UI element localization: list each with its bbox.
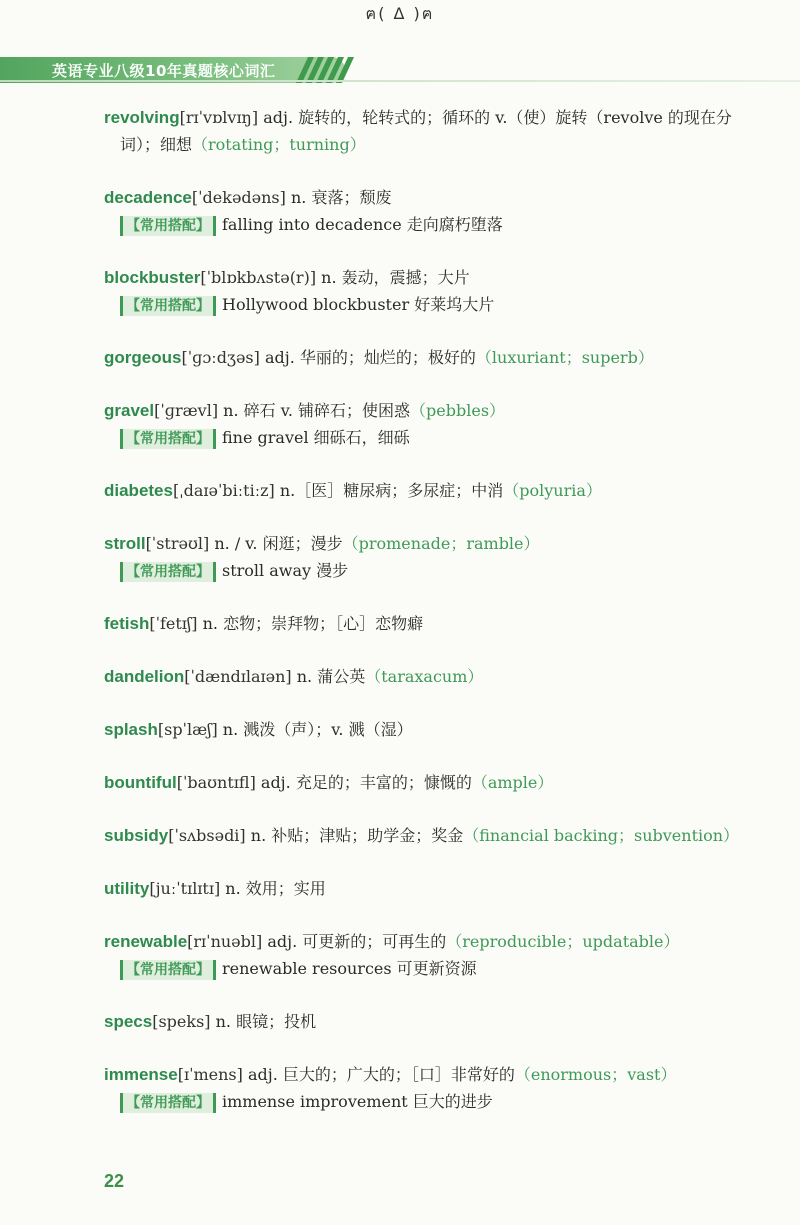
- entry-blockbuster: [104, 264, 774, 318]
- collocation: falling into decadence 走向腐朽堕落: [222, 215, 503, 234]
- entry-bountiful: [104, 769, 774, 796]
- headword: immense: [104, 1065, 178, 1084]
- headword: decadence: [104, 188, 192, 207]
- header-divider: [0, 80, 800, 82]
- definition: adj. 充足的；丰富的；慷慨的: [255, 773, 472, 792]
- collocation: fine gravel 细砾石，细砾: [222, 428, 410, 447]
- headword: gorgeous: [104, 348, 182, 367]
- entry-stroll: [104, 530, 774, 584]
- phonetic: [ˈɡrævl]: [154, 401, 219, 420]
- headword: dandelion: [104, 667, 185, 686]
- collocation: immense improvement 巨大的进步: [222, 1092, 493, 1111]
- definition: n. 补贴；津贴；助学金；奖金: [245, 826, 464, 845]
- entry-fetish: [104, 610, 774, 637]
- banner-title: 英语专业八级10年真题核心词汇: [52, 62, 276, 80]
- headword: fetish: [104, 614, 150, 633]
- entry-decadence: [104, 184, 774, 238]
- entry-gorgeous: [104, 344, 774, 371]
- definition: n. 蒲公英: [291, 667, 366, 686]
- collocation-tag: 【常用搭配】: [120, 429, 216, 449]
- headword: revolving: [104, 108, 180, 127]
- headword: specs: [104, 1012, 153, 1031]
- definition: adj. 旋转的，轮转式的；循环的 v.（使）旋转（revolve 的现在分: [258, 108, 732, 127]
- synonyms: （promenade；ramble）: [342, 534, 540, 553]
- definition: n. 眼镜；投机: [210, 1012, 317, 1031]
- phonetic: [ˈdændɪlaɪən]: [184, 667, 292, 686]
- synonyms: （enormous；vast）: [514, 1065, 677, 1084]
- entry-diabetes: [104, 477, 774, 504]
- synonyms: （polyuria）: [503, 481, 602, 500]
- phonetic: [spˈlæʃ]: [157, 720, 218, 739]
- phonetic: [ˈbaʊntɪfl]: [176, 773, 256, 792]
- top-decoration: ฅ( Δ )ฅ: [365, 4, 435, 23]
- definition: adj. 巨大的；广大的；［口］非常好的: [242, 1065, 515, 1084]
- synonyms: （rotating；turning）: [192, 135, 366, 154]
- headword: stroll: [104, 534, 146, 553]
- phonetic: [speks]: [152, 1012, 211, 1031]
- phonetic: [ˌdaɪəˈbiːtiːz]: [172, 481, 275, 500]
- definition: n. 碎石 v. 铺碎石；使困惑: [218, 401, 411, 420]
- definition: n. 效用；实用: [220, 879, 326, 898]
- entry-gravel: [104, 397, 774, 451]
- phonetic: [rɪˈnuəbl]: [187, 932, 263, 951]
- phonetic: [ˈsʌbsədi]: [168, 826, 246, 845]
- collocation-tag: 【常用搭配】: [120, 1093, 216, 1113]
- headword: utility: [104, 879, 150, 898]
- definition: n. 轰动，震撼；大片: [316, 268, 470, 287]
- definition: adj. 华丽的；灿烂的；极好的: [259, 348, 476, 367]
- synonyms: （reproducible；updatable）: [446, 932, 680, 951]
- entry-revolving: [104, 104, 774, 158]
- definition-continued: 词）；细想: [120, 135, 193, 154]
- collocation: Hollywood blockbuster 好莱坞大片: [222, 295, 495, 314]
- headword: bountiful: [104, 773, 177, 792]
- phonetic: [ˈfetɪʃ]: [149, 614, 198, 633]
- headword: renewable: [104, 932, 188, 951]
- phonetic: [ɪˈmens]: [177, 1065, 243, 1084]
- synonyms: （ample）: [471, 773, 554, 792]
- definition: n.［医］糖尿病；多尿症；中消: [274, 481, 504, 500]
- definition: adj. 可更新的；可再生的: [262, 932, 447, 951]
- entry-splash: [104, 716, 774, 743]
- page-number: 22: [104, 1171, 125, 1191]
- phonetic: [ˈstrəʊl]: [145, 534, 210, 553]
- definition: n. 溅泼（声）；v. 溅（湿）: [217, 720, 413, 739]
- entry-dandelion: [104, 663, 774, 690]
- headword: gravel: [104, 401, 155, 420]
- synonyms: （financial backing；subvention）: [463, 826, 740, 845]
- synonyms: （taraxacum）: [365, 667, 484, 686]
- definition: n. / v. 闲逛；漫步: [209, 534, 343, 553]
- phonetic: [ˈdekədəns]: [191, 188, 286, 207]
- collocation: renewable resources 可更新资源: [222, 959, 477, 978]
- phonetic: [ˈblɒkbʌstə(r)]: [200, 268, 317, 287]
- entry-renewable: [104, 928, 774, 982]
- collocation-tag: 【常用搭配】: [120, 562, 216, 582]
- entry-immense: [104, 1061, 774, 1115]
- definition: n. 衰落；颓废: [285, 188, 392, 207]
- synonyms: （luxuriant；superb）: [475, 348, 654, 367]
- entry-subsidy: [104, 822, 774, 849]
- entry-specs: [104, 1008, 774, 1035]
- phonetic: [ˈɡɔːdʒəs]: [181, 348, 260, 367]
- collocation-tag: 【常用搭配】: [120, 216, 216, 236]
- collocation-tag: 【常用搭配】: [120, 960, 216, 980]
- synonyms: （pebbles）: [410, 401, 506, 420]
- phonetic: [juːˈtɪlɪtɪ]: [149, 879, 221, 898]
- headword: blockbuster: [104, 268, 201, 287]
- headword: subsidy: [104, 826, 169, 845]
- headword: diabetes: [104, 481, 173, 500]
- headword: splash: [104, 720, 158, 739]
- collocation: stroll away 漫步: [222, 561, 349, 580]
- collocation-tag: 【常用搭配】: [120, 296, 216, 316]
- phonetic: [rɪˈvɒlvɪŋ]: [179, 108, 259, 127]
- entry-utility: [104, 875, 774, 902]
- definition: n. 恋物；崇拜物；［心］恋物癖: [197, 614, 424, 633]
